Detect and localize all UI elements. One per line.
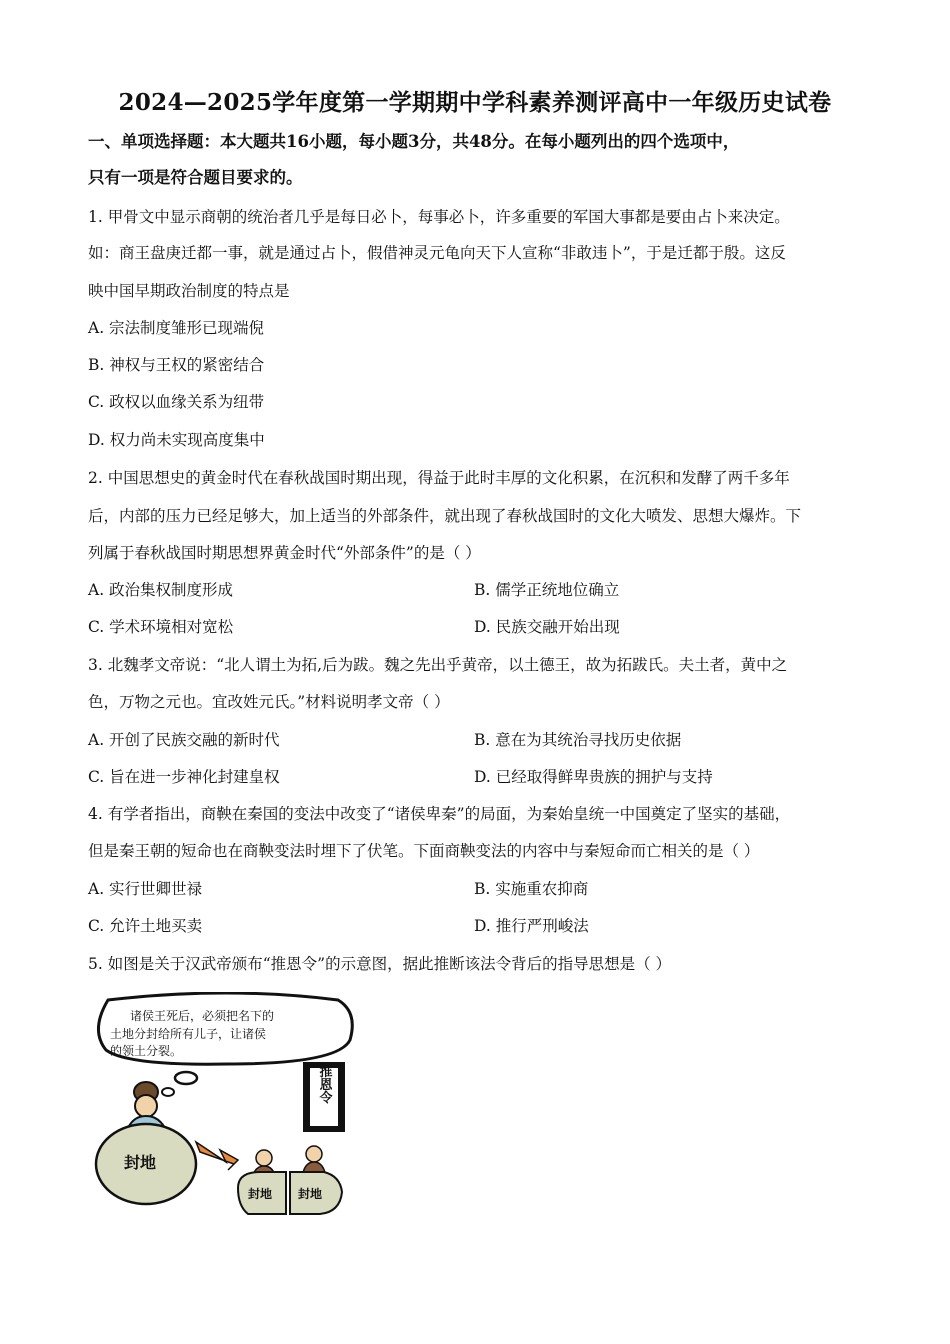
q3-stem-line-2: 色，万物之元也。宜改姓元氏。”材料说明孝文帝（ ） (88, 693, 450, 711)
q3-option-c[interactable]: C. 旨在进一步神化封建皇权 (88, 768, 280, 786)
son-figure-1-icon (256, 1150, 272, 1166)
q1-option-c[interactable]: C. 政权以血缘关系为纽带 (88, 393, 265, 411)
bubble-text-line-1: 诸侯王死后，必须把名下的 (130, 1009, 275, 1023)
q1-option-a[interactable]: A. 宗法制度雏形已现端倪 (88, 319, 265, 337)
exam-title: 2024—2025学年度第一学期期中学科素养测评高中一年级历史试卷 (118, 89, 832, 116)
q4-stem-line-2: 但是秦王朝的短命也在商鞅变法时埋下了伏笔。下面商鞅变法的内容中与秦短命而亡相关的是（ ） (88, 842, 760, 860)
q1-stem-line-1: 1. 甲骨文中显示商朝的统治者几乎是每日必卜，每事必卜，许多重要的军国大事都是要由占卜来决定。 (88, 208, 790, 226)
tuien-ling-cartoon (88, 992, 368, 1222)
thought-dot-small (162, 1088, 174, 1096)
q2-option-c[interactable]: C. 学术环境相对宽松 (88, 618, 234, 636)
q4-stem-line-1: 4. 有学者指出，商鞅在秦国的变法中改变了“诸侯卑秦”的局面，为秦始皇统一中国奠定了坚实的基础， (88, 805, 791, 823)
q4-option-b[interactable]: B. 实施重农抑商 (474, 880, 589, 898)
q1-stem-line-3: 映中国早期政治制度的特点是 (88, 282, 290, 300)
q3-stem-line-1: 3. 北魏孝文帝说：“北人谓土为拓,后为跋。魏之先出乎黄帝，以土德王，故为拓跋氏。夫土者，黄中之 (88, 656, 788, 674)
bubble-text-line-3: 的领土分裂。 (110, 1044, 183, 1058)
q2-option-a[interactable]: A. 政治集权制度形成 (88, 581, 234, 599)
bubble-text-line-2: 土地分封给所有儿子，让诸侯 (110, 1027, 267, 1041)
son-figure-2-icon (306, 1146, 322, 1162)
small-fief-label-2: 封地 (298, 1187, 323, 1201)
q1-option-d[interactable]: D. 权力尚未实现高度集中 (88, 431, 265, 449)
q3-option-d[interactable]: D. 已经取得鲜卑贵族的拥护与支持 (474, 768, 713, 786)
large-fief-label: 封地 (124, 1153, 157, 1172)
q3-option-b[interactable]: B. 意在为其统治寻找历史依据 (474, 731, 682, 749)
edict-sign-text: 推恩令 (316, 1064, 332, 1104)
small-fief-label-1: 封地 (248, 1187, 273, 1201)
q4-option-d[interactable]: D. 推行严刑峻法 (474, 917, 589, 935)
q3-option-a[interactable]: A. 开创了民族交融的新时代 (88, 731, 280, 749)
q1-option-b[interactable]: B. 神权与王权的紧密结合 (88, 356, 265, 374)
split-arrow-icon (196, 1142, 238, 1170)
q2-stem-line-2: 后，内部的压力已经足够大，加上适当的外部条件，就出现了春秋战国时的文化大喷发、思想大爆炸。下 (88, 507, 802, 525)
q2-stem-line-1: 2. 中国思想史的黄金时代在春秋战国时期出现，得益于此时丰厚的文化积累，在沉积和发酵了两千多年 (88, 469, 790, 487)
q2-stem-line-3: 列属于春秋战国时期思想界黄金时代“外部条件”的是（ ） (88, 544, 481, 562)
q4-option-a[interactable]: A. 实行世卿世禄 (88, 880, 203, 898)
emperor-head-icon (135, 1095, 157, 1117)
section-heading-line-2: 只有一项是符合题目要求的。 (88, 168, 303, 187)
cartoon-svg (88, 992, 368, 1222)
q5-stem-line-1: 5. 如图是关于汉武帝颁布“推恩令”的示意图，据此推断该法令背后的指导思想是（ ） (88, 955, 671, 973)
q4-option-c[interactable]: C. 允许土地买卖 (88, 917, 203, 935)
thought-dot-large (175, 1072, 197, 1084)
q1-stem-line-2: 如：商王盘庚迁都一事，就是通过占卜，假借神灵元龟向天下人宣称“非敢违卜”，于是迁都于殷。这反 (88, 244, 786, 262)
q2-option-b[interactable]: B. 儒学正统地位确立 (474, 581, 620, 599)
q2-option-d[interactable]: D. 民族交融开始出现 (474, 618, 620, 636)
section-heading-line-1: 一、单项选择题：本大题共16小题，每小题3分，共48分。在每小题列出的四个选项中， (88, 132, 740, 151)
